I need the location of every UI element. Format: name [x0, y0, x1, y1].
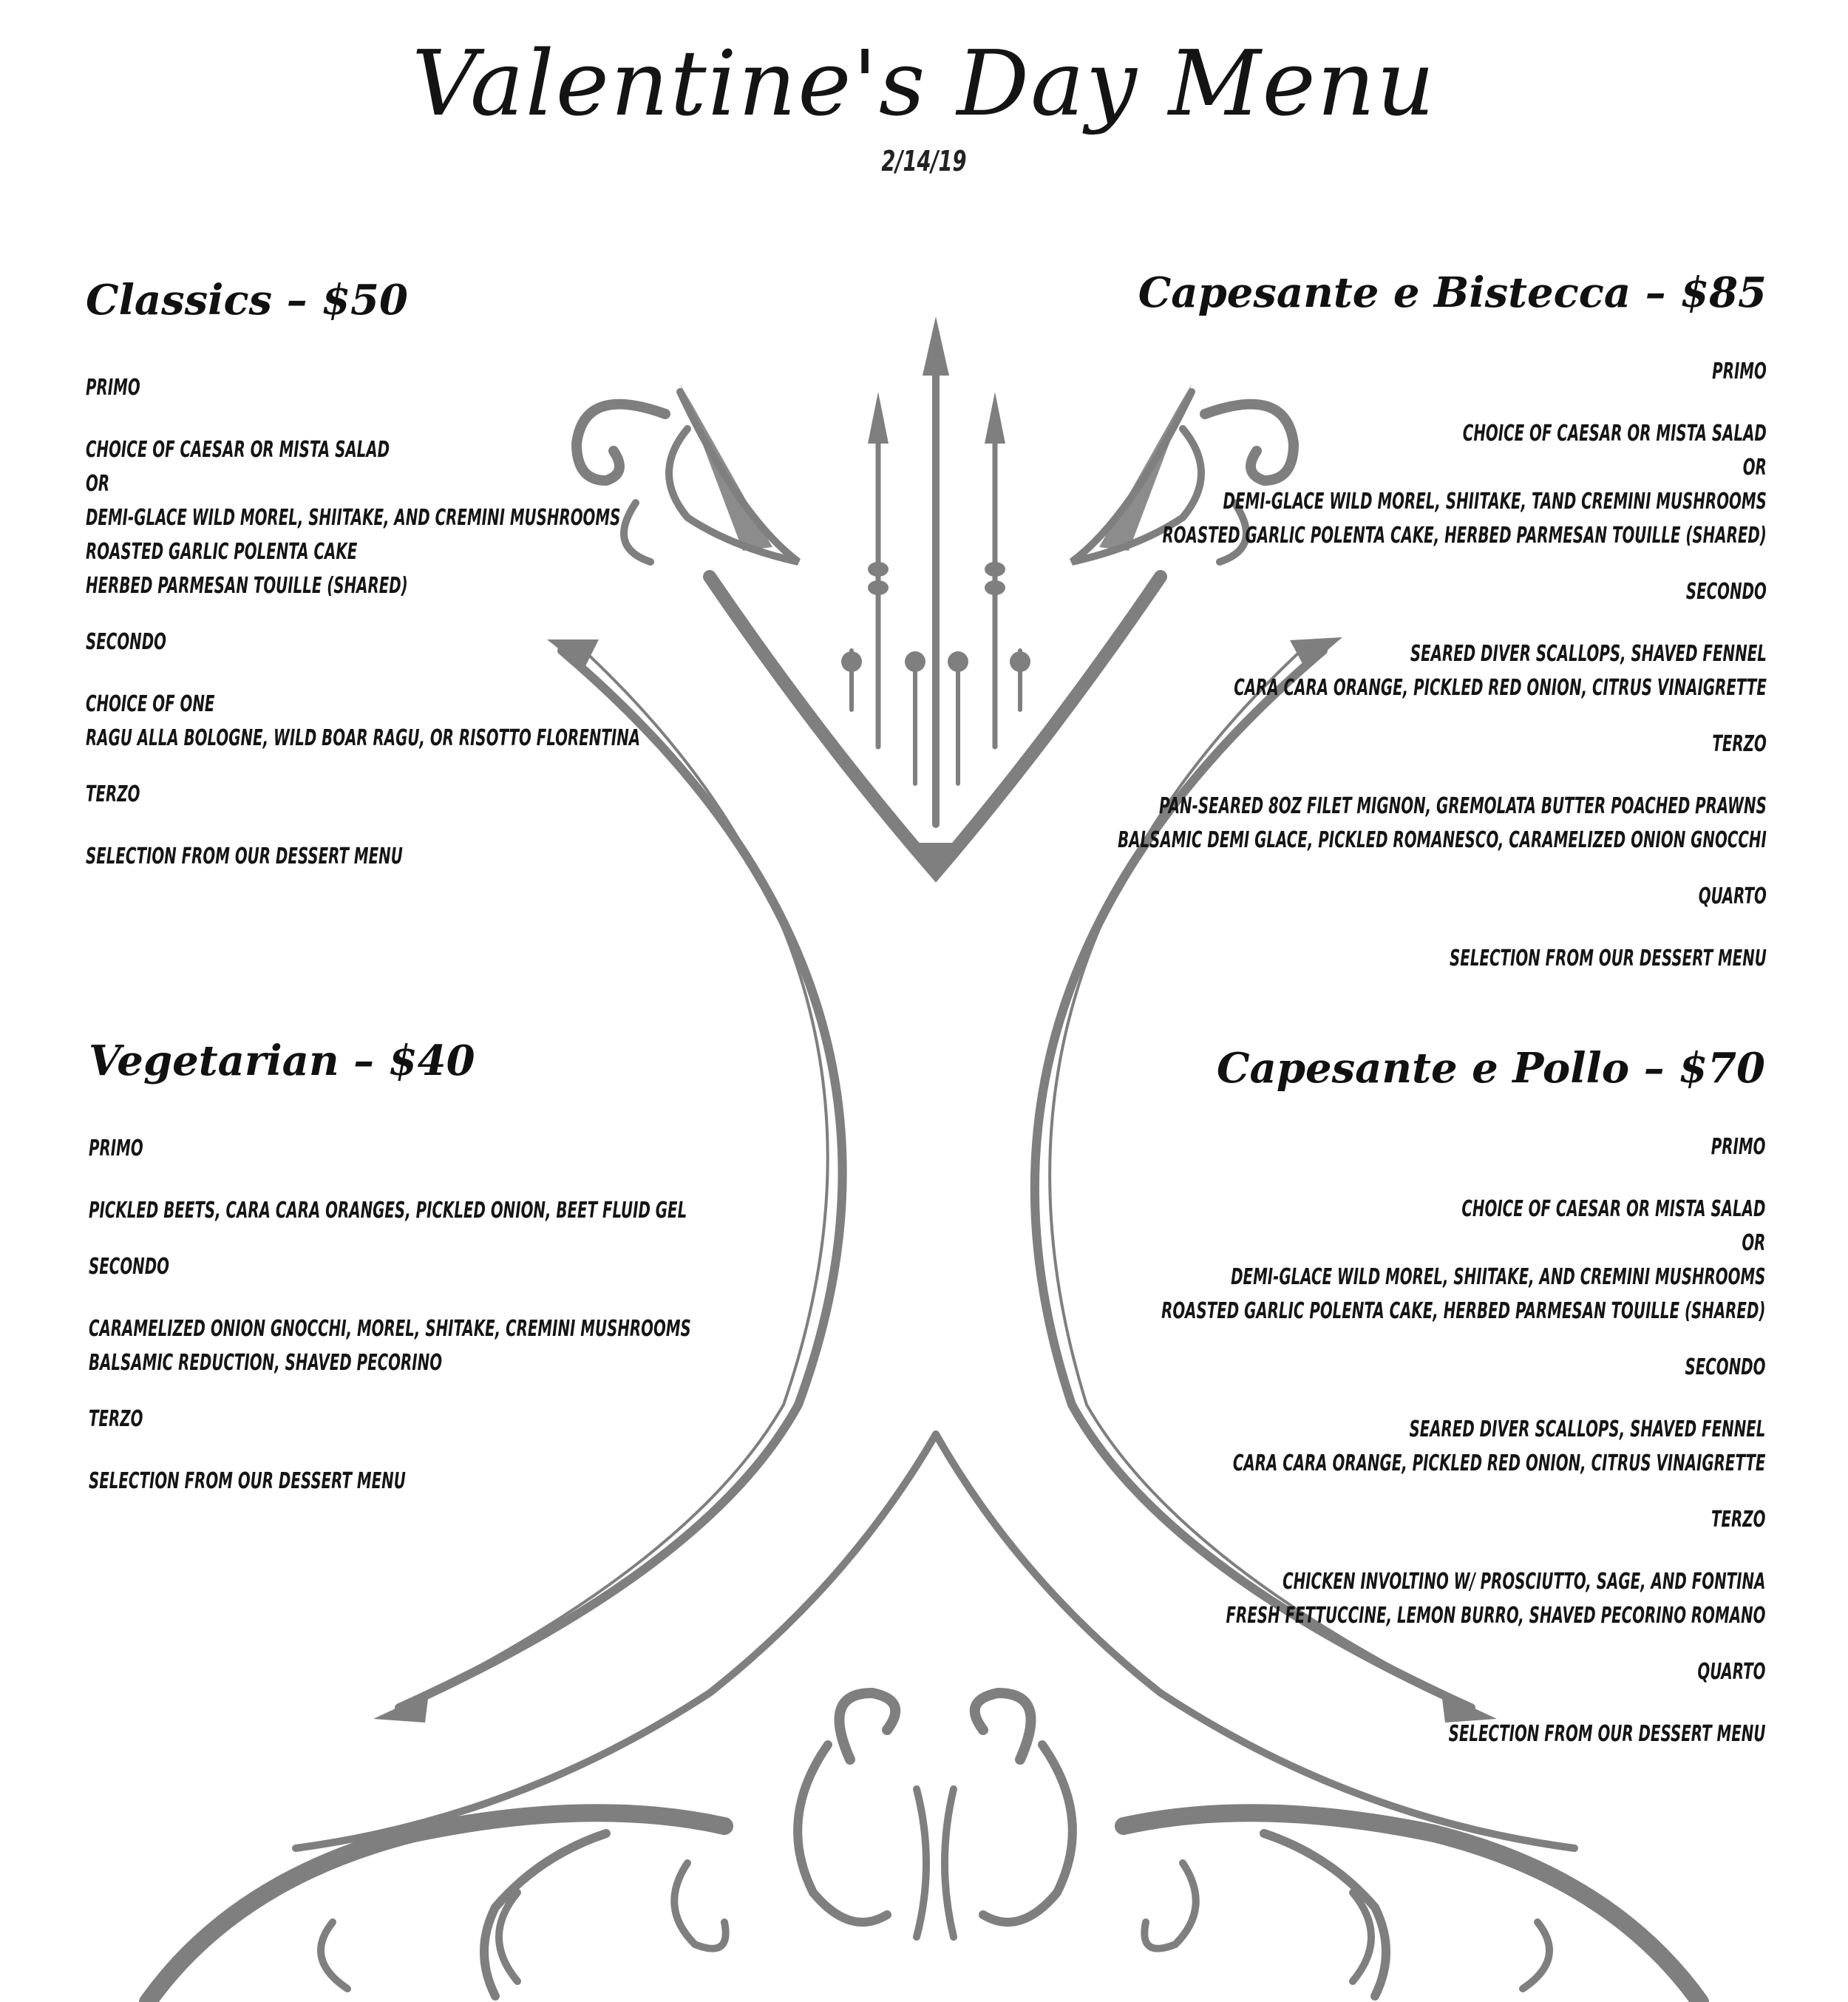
course-items [784, 942, 1767, 976]
course-name: SECONDO [1686, 579, 1767, 605]
section-heading: Classics – $50 [86, 276, 408, 325]
menu-item-line: ROASTED GARLIC POLENTA CAKE, HERBED PARMESAN TOUILLE (SHARED) [1162, 523, 1767, 549]
menu-item-line: SELECTION FROM OUR DESSERT MENU [89, 1468, 406, 1495]
course-name: TERZO [89, 1406, 143, 1433]
section-heading: Capesante e Pollo – $70 [1216, 1044, 1765, 1093]
course-quarto [850, 1655, 1765, 1751]
course-items [850, 1717, 1765, 1751]
course-items [850, 1413, 1765, 1481]
course-quarto [784, 880, 1767, 976]
course-name: SECONDO [1685, 1354, 1765, 1381]
menu-item-line: PICKLED BEETS, CARA CARA ORANGES, PICKLED ONION, BEET FLUID GEL [89, 1198, 687, 1224]
menu-item-line: CARAMELIZED ONION GNOCCHI, MOREL, SHITAKE, CREMINI MUSHROOMS [89, 1316, 691, 1343]
menu-item-line: ROASTED GARLIC POLENTA CAKE [86, 539, 358, 566]
menu-item-line: OR [1742, 455, 1767, 481]
section-heading: Capesante e Bistecca – $85 [1138, 268, 1767, 317]
course-name: TERZO [86, 781, 140, 808]
menu-date: 2/14/19 [881, 145, 967, 177]
course-name: PRIMO [1712, 359, 1767, 385]
menu-item-line: PAN-SEARED 8OZ FILET MIGNON, GREMOLATA BUTTER POACHED PRAWNS [1159, 793, 1767, 820]
course-name: SECONDO [86, 629, 166, 656]
course-primo [850, 1130, 1765, 1329]
menu-item-line: BALSAMIC DEMI GLACE, PICKLED ROMANESCO, CARAMELIZED ONION GNOCCHI [1118, 827, 1767, 854]
course-secondo [850, 1351, 1765, 1481]
menu-item-line: OR [86, 471, 110, 498]
course-items [784, 417, 1767, 553]
menu-item-line: SELECTION FROM OUR DESSERT MENU [86, 844, 403, 870]
section-heading: Vegetarian – $40 [89, 1036, 475, 1085]
course-name: QUARTO [1698, 883, 1767, 910]
course-name: TERZO [1711, 1507, 1765, 1533]
menu-item-line: ROASTED GARLIC POLENTA CAKE, HERBED PARMESAN TOUILLE (SHARED) [1161, 1298, 1765, 1325]
course-items [784, 637, 1767, 705]
course-items [784, 790, 1767, 858]
menu-section-capesante-pollo [850, 1045, 1765, 1774]
course-name: QUARTO [1696, 1659, 1765, 1686]
course-items [850, 1565, 1765, 1633]
menu-item-line: DEMI-GLACE WILD MOREL, SHIITAKE, AND CREMINI MUSHROOMS [86, 505, 621, 532]
menu-item-line: CHOICE OF ONE [86, 691, 215, 718]
menu-item-line: SELECTION FROM OUR DESSERT MENU [1450, 946, 1767, 972]
menu-item-line: CHICKEN INVOLTINO W/ PROSCIUTTO, SAGE, AND FONTINA [1282, 1569, 1765, 1595]
menu-item-line: DEMI-GLACE WILD MOREL, SHIITAKE, AND CREMINI MUSHROOMS [1230, 1264, 1765, 1291]
course-name: PRIMO [89, 1136, 143, 1162]
menu-item-line: HERBED PARMESAN TOUILLE (SHARED) [86, 573, 408, 600]
menu-item-line: SEARED DIVER SCALLOPS, SHAVED FENNEL [1410, 641, 1767, 668]
course-name: SECONDO [89, 1254, 169, 1280]
course-primo [784, 355, 1767, 553]
menu-item-line: FRESH FETTUCCINE, LEMON BURRO, SHAVED PECORINO ROMANO [1226, 1603, 1765, 1629]
menu-item-line: BALSAMIC REDUCTION, SHAVED PECORINO [89, 1350, 443, 1377]
menu-section-capesante-bistecca [784, 269, 1767, 998]
course-name: TERZO [1712, 731, 1767, 758]
course-name: PRIMO [86, 375, 140, 401]
menu-item-line: CARA CARA ORANGE, PICKLED RED ONION, CITRUS VINAIGRETTE [1234, 675, 1767, 702]
menu-item-line: CARA CARA ORANGE, PICKLED RED ONION, CITRUS VINAIGRETTE [1232, 1450, 1765, 1477]
menu-item-line: OR [1741, 1230, 1765, 1257]
page-title: Valentine's Day Menu [412, 31, 1436, 136]
course-name: PRIMO [1711, 1134, 1765, 1161]
menu-item-line: DEMI-GLACE WILD MOREL, SHIITAKE, TAND CREMINI MUSHROOMS [1223, 489, 1767, 515]
course-items [850, 1192, 1765, 1329]
course-secondo [784, 575, 1767, 705]
course-terzo [850, 1503, 1765, 1633]
menu-item-line: CHOICE OF CAESAR OR MISTA SALAD [1462, 421, 1767, 447]
course-terzo [784, 727, 1767, 858]
menu-item-line: SEARED DIVER SCALLOPS, SHAVED FENNEL [1409, 1416, 1765, 1443]
menu-item-line: SELECTION FROM OUR DESSERT MENU [1448, 1721, 1765, 1748]
menu-item-line: CHOICE OF CAESAR OR MISTA SALAD [86, 437, 390, 464]
menu-item-line: RAGU ALLA BOLOGNE, WILD BOAR RAGU, OR RISOTTO FLORENTINA [86, 725, 641, 752]
menu-item-line: CHOICE OF CAESAR OR MISTA SALAD [1461, 1196, 1765, 1223]
